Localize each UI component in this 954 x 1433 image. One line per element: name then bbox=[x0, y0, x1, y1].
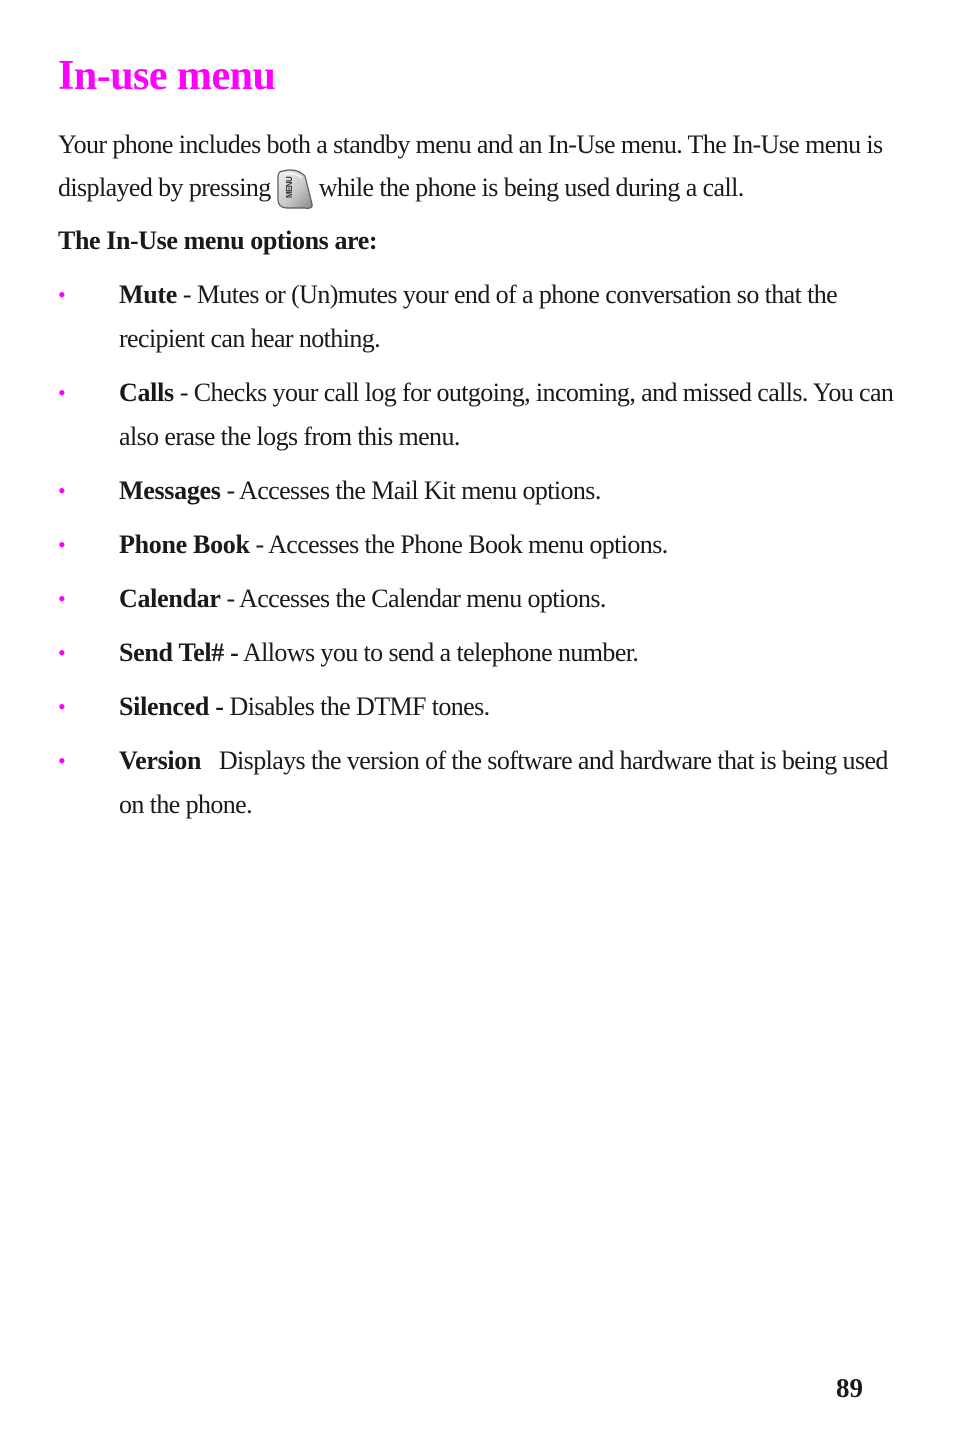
intro-text-after-icon: while the phone is being used during a call. bbox=[318, 173, 744, 202]
option-separator bbox=[201, 746, 219, 775]
page-number: 89 bbox=[836, 1373, 863, 1403]
list-item-send-tel bbox=[58, 631, 898, 675]
intro-text-before-icon: Your phone includes both a standby menu and an In-Use menu. The In-Use menu is displayed by pressing bbox=[58, 130, 883, 202]
list-item-phone-book bbox=[58, 523, 898, 567]
option-description: Displays the version of the software and hardware that is being used on the phone. bbox=[119, 746, 888, 819]
option-term: Calls bbox=[119, 378, 174, 407]
list-item-mute bbox=[58, 273, 898, 361]
list-item-calls bbox=[58, 371, 898, 459]
option-description: Checks your call log for outgoing, incoming, and missed calls. You can also erase the logs from this menu. bbox=[119, 378, 894, 451]
option-description: Accesses the Calendar menu options. bbox=[239, 584, 606, 613]
option-separator: - bbox=[177, 280, 197, 309]
option-description: Allows you to send a telephone number. bbox=[243, 638, 639, 667]
option-separator: - bbox=[173, 378, 194, 407]
bullet-icon: • bbox=[58, 586, 66, 611]
option-separator: - bbox=[249, 530, 269, 559]
option-term: Version bbox=[119, 746, 202, 775]
option-description: Mutes or (Un)mutes your end of a phone conversation so that the recipient can hear nothing. bbox=[119, 280, 838, 353]
option-term: Messages bbox=[119, 476, 221, 505]
intro-paragraph bbox=[58, 123, 898, 210]
bullet-icon: • bbox=[58, 478, 66, 503]
option-separator: - bbox=[220, 476, 240, 505]
bullet-icon: • bbox=[58, 694, 66, 719]
option-term: Mute bbox=[119, 280, 177, 309]
page-title: In-use menu bbox=[58, 53, 276, 99]
list-item-version bbox=[58, 739, 898, 827]
options-subheading: The In-Use menu options are: bbox=[58, 226, 378, 255]
option-description: Accesses the Mail Kit menu options. bbox=[239, 476, 601, 505]
option-separator: - bbox=[220, 584, 240, 613]
option-description: Disables the DTMF tones. bbox=[229, 692, 490, 721]
bullet-icon: • bbox=[58, 282, 66, 307]
option-description: Accesses the Phone Book menu options. bbox=[268, 530, 668, 559]
option-term: Calendar bbox=[119, 584, 221, 613]
bullet-icon: • bbox=[58, 380, 66, 405]
menu-key-label: MENU bbox=[284, 176, 294, 198]
bullet-icon: • bbox=[58, 640, 66, 665]
option-term: Send Tel# - bbox=[119, 638, 239, 667]
list-item-messages bbox=[58, 469, 898, 513]
option-term: Phone Book bbox=[119, 530, 250, 559]
bullet-icon: • bbox=[58, 748, 66, 773]
bullet-icon: • bbox=[58, 532, 66, 557]
options-list bbox=[58, 273, 898, 837]
option-term: Silenced - bbox=[119, 692, 224, 721]
list-item-silenced bbox=[58, 685, 898, 729]
menu-key-icon bbox=[275, 168, 315, 210]
list-item-calendar bbox=[58, 577, 898, 621]
